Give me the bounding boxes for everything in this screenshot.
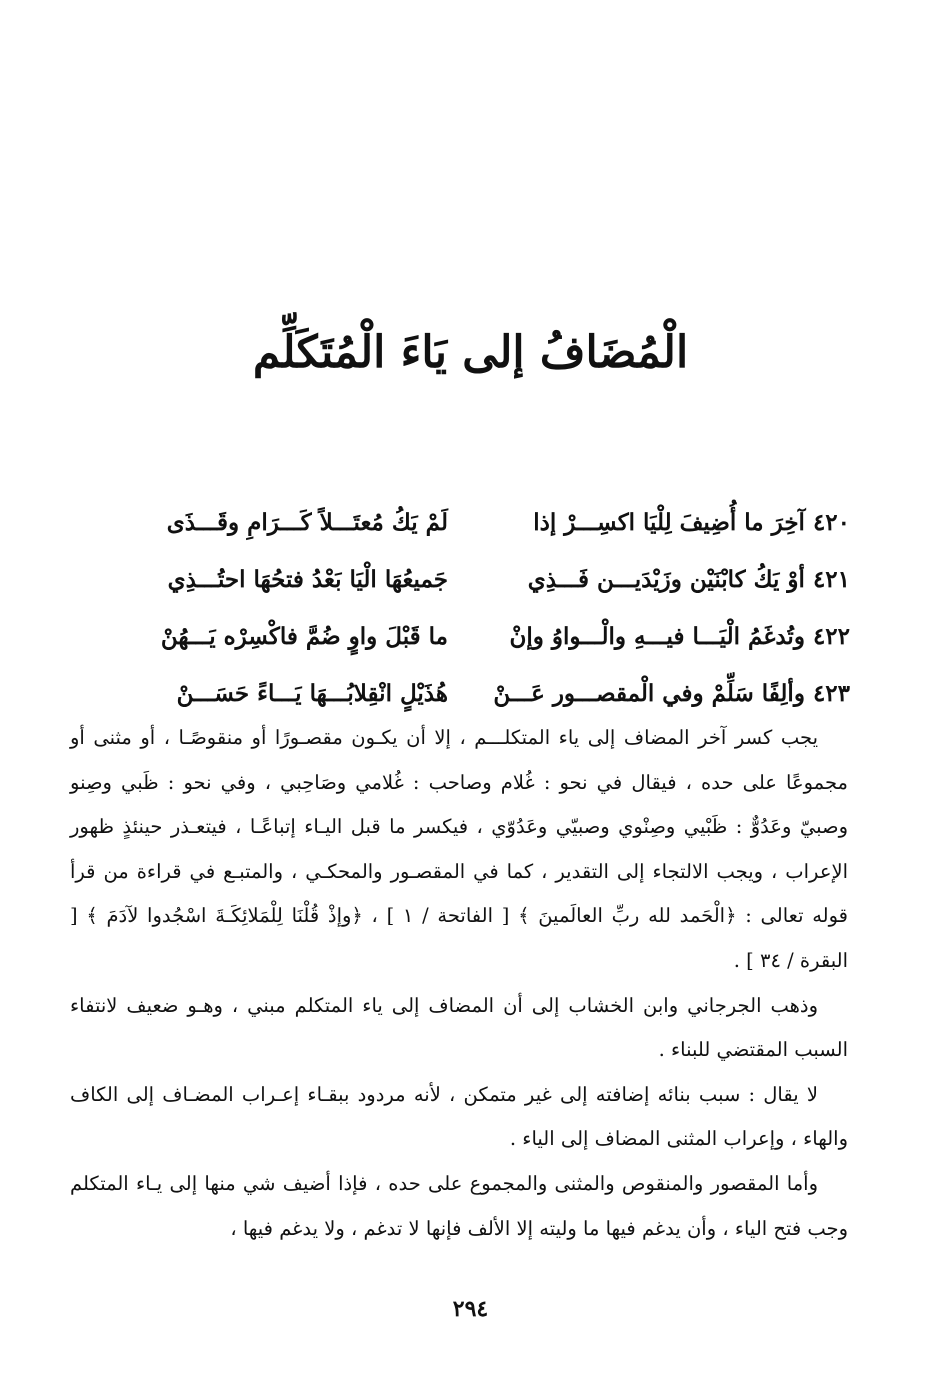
chapter-title: الْمُضَافُ إلى يَاءَ الْمُتَكَلِّم — [252, 327, 689, 378]
commentary-paragraph: لا يقال : سبب بنائه إضافته إلى غير متمكن ، لأنه مردود ببقـاء إعـراب المضـاف إلى الكاف والهاء ، وإعراب المثنى المضاف إلى الياء . — [70, 1082, 848, 1151]
verse-line — [118, 665, 850, 722]
commentary-paragraph: يجب كسر آخر المضاف إلى ياء المتكلـــم ، إلا أن يكـون مقصـورًا أو منقوصًـا ، أو مثنى أو مجموعًا على حده ، فيقال في نحو : غُلام وصاحب : غُلامي وصَاحِبي ، وفي نحو : ظَبي وصِنو وصبيّ وعَدُوٌّ : ظَبْيي وصِنْوي وصبيّي وعَدُوّي ، فيكسر ما قبل اليـاء إتباعًـا ، فيتعـذر حينئذٍ ظهور الإعراب ، ويجب الالتجاء إلى التقدير ، كما في المقصـور والمحكـي ، والمتبـع في قراءة من قرأ قوله تعالى : ﴿الْحَمد لله ربِّ العالَمينَ ﴾ [ الفاتحة / ١ ] ، ﴿وإذْ قُلْنَا لِلْمَلائِكَـةَ اسْجُدوا لآدَمَ ﴾ [ البقرة / ٣٤ ] . — [70, 726, 848, 972]
verse-first-hemistich: ٤٢٠ آخِرَ ما أُضِيفَ لِلْيَا اكسِـــرْ إذا — [533, 509, 850, 536]
verse-line — [118, 551, 850, 608]
verse-second-hemistich: ما قَبْلَ واوٍ ضُمَّ فاكْسِرْه يَـــهُنْ — [160, 623, 448, 650]
verse-line — [118, 608, 850, 665]
page-number: ٢٩٤ — [452, 1296, 489, 1322]
verse-first-hemistich: ٤٢١ أوْ يَكُ كابْنَيْن وزَيْدَيـــن فَـــذِي — [527, 566, 850, 593]
commentary-paragraph: وأما المقصور والمنقوص والمثنى والمجموع على حده ، فإذا أضيف شي منها إلى يـاء المتكلم وجب فتح الياء ، وأن يدغم فيها ما وليته إلا الألف فإنها لا تدغم ، ولا يدغم فيها ، — [70, 1171, 848, 1240]
verse-second-hemistich: هُذَيْلٍ انْقِلابُـــهَا يَـــاءً حَسَـــنْ — [176, 680, 448, 707]
verse-block — [118, 494, 850, 722]
commentary-paragraph: وذهب الجرجاني وابن الخشاب إلى أن المضاف إلى ياء المتكلم مبني ، وهـو ضعيف لانتفاء السبب المقتضي للبناء . — [70, 993, 848, 1062]
verse-second-hemistich: لَمْ يَكُ مُعتَـــلاً كَـــرَامِ وقَـــذَى — [166, 509, 448, 536]
commentary-text — [70, 716, 848, 1251]
verse-first-hemistich: ٤٢٢ وتُدغَمُ الْيَـــا فيـــهِ والْـــواوُ وإنْ — [509, 623, 850, 650]
verse-second-hemistich: جَميعُهَا الْيَا بَعْدُ فتحُهَا احتُـــذِي — [167, 566, 448, 593]
verse-first-hemistich: ٤٢٣ وألِفًا سَلِّمْ وفي الْمقصـــور عَـــنْ — [493, 680, 850, 707]
verse-line — [118, 494, 850, 551]
